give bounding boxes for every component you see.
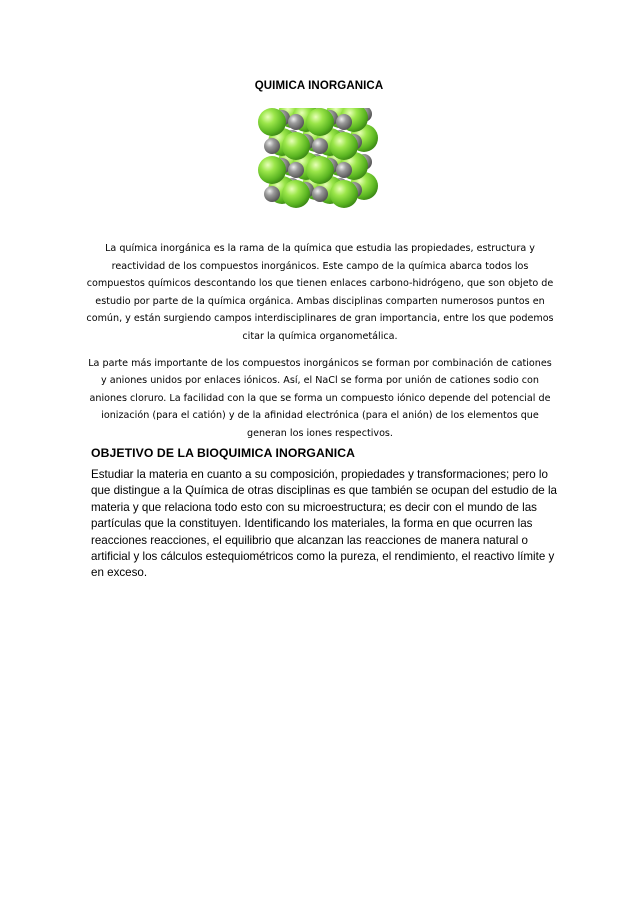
chloride-sphere xyxy=(282,132,310,160)
sodium-sphere xyxy=(264,138,280,154)
section-body: Estudiar la materia en cuanto a su composición, propiedades y transformaciones; pero lo que distingue a la Química de otras disciplinas es que también se ocupan del estudio de la materia y que relaciona todo esto con su microestructura; es decir con el mundo de las partículas que la constituyen. Identificando los materiales, la forma en que ocurren las reacciones reacciones, el equilibrio que alcanzan las reacciones de manera natural o artificial y los cálculos estequiométricos como la pureza, el rendimiento, el reactivo límite y en exceso. xyxy=(91,468,557,580)
chloride-sphere xyxy=(330,180,358,208)
section-heading: OBJETIVO DE LA BIOQUIMICA INORGANICA xyxy=(91,446,356,460)
chloride-sphere xyxy=(282,180,310,208)
sodium-sphere xyxy=(336,162,352,178)
chloride-sphere xyxy=(330,132,358,160)
intro-paragraph-2: La parte más importante de los compuestos inorgánicos se forman por combinación de cationes y aniones unidos por enlaces iónicos. Así, el NaCl se forma por unión de cationes sodio con aniones cloruro. La facilidad con la que se forma un compuesto iónico depende del potencial de ionización (para el catión) y de la afinidad electrónica (para el anión) de los elementos que generan los iones respectivos. xyxy=(88,357,552,439)
chloride-sphere xyxy=(258,156,286,184)
sodium-sphere xyxy=(288,114,304,130)
intro-paragraph-1: La química inorgánica es la rama de la química que estudia las propiedades, estructura y reactividad de los compuestos inorgánicos. Este campo de la química abarca todos los compuestos químicos descontando los que tienen enlaces carbono-hidrógeno, que son objeto de estudio por parte de la química orgánica. Ambas disciplinas comparten numerosos puntos en común, y están surgiendo campos interdisciplinares de gran importancia, entre los que podemos citar la química organometálica. xyxy=(86,243,554,342)
chloride-sphere xyxy=(306,108,334,136)
intro-text xyxy=(86,240,554,443)
sodium-sphere xyxy=(264,186,280,202)
sodium-sphere xyxy=(312,138,328,154)
document-title: QUIMICA INORGANICA xyxy=(254,80,384,92)
crystal-lattice-image xyxy=(254,108,386,222)
sodium-sphere xyxy=(312,186,328,202)
sodium-sphere xyxy=(288,162,304,178)
chloride-sphere xyxy=(258,108,286,136)
chloride-sphere xyxy=(306,156,334,184)
sodium-sphere xyxy=(336,114,352,130)
